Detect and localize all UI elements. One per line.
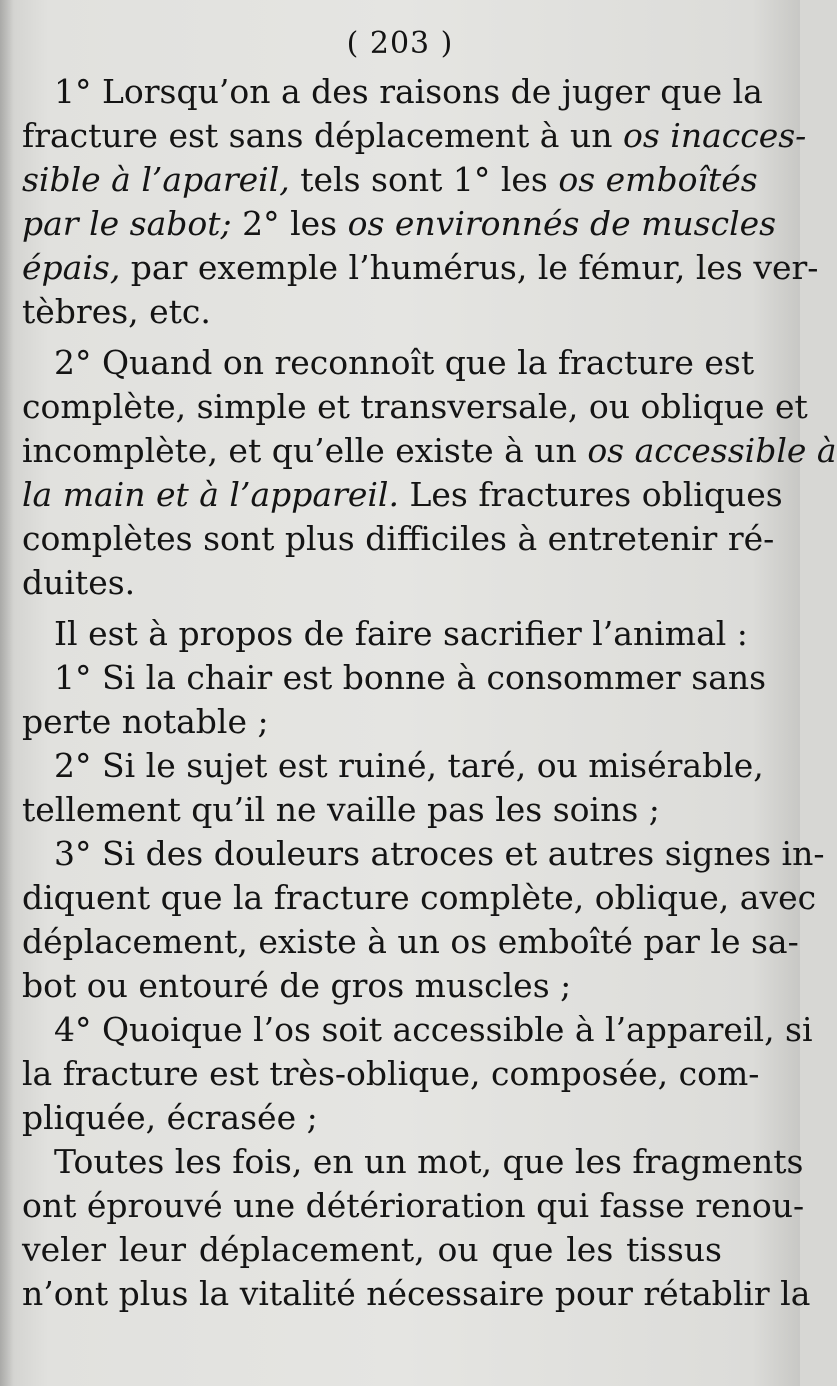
italic-text: sible à l’apareil, [22, 160, 290, 199]
text-line [22, 876, 817, 920]
roman-text: pliquée, écrasée ; [22, 1098, 318, 1137]
italic-text: par le sabot; [22, 204, 232, 243]
italic-text: la main et à l’appareil. [22, 475, 399, 514]
text-line [22, 561, 722, 605]
roman-text: incomplète, et qu’elle existe à un [22, 431, 588, 470]
roman-text: 4° Quoique l’os soit accessible à l’appareil, si [54, 1010, 813, 1049]
text-line [22, 202, 777, 246]
roman-text: complète, simple et transversale, ou oblique et [22, 387, 808, 426]
text-line [22, 1140, 804, 1184]
roman-text: tellement qu’il ne vaille pas les soins ; [22, 790, 660, 829]
italic-text: os emboîtés [558, 160, 758, 199]
roman-text: par exemple l’humérus, le fémur, les ver- [120, 248, 819, 287]
italic-text: os accessible à [587, 431, 837, 470]
roman-text: 3° Si des douleurs atroces et autres signes in- [54, 834, 825, 873]
roman-text: tels sont 1° les [289, 160, 559, 199]
text-line [22, 788, 722, 832]
text-line [22, 246, 819, 290]
roman-text: veler leur déplacement, ou que les tissus [22, 1230, 722, 1269]
text-line [22, 656, 767, 700]
roman-text: n’ont plus la vitalité nécessaire pour rétablir la [22, 1274, 811, 1313]
roman-text: fracture est sans déplacement à un [22, 116, 623, 155]
text-line [22, 70, 763, 114]
roman-text: Toutes les fois, en un mot, que les fragments [54, 1142, 804, 1181]
roman-text: bot ou entouré de gros muscles ; [22, 966, 572, 1005]
text-line [22, 158, 758, 202]
italic-text: os environnés de muscles [347, 204, 777, 243]
roman-text: la fracture est très-oblique, composée, com- [22, 1054, 760, 1093]
text-line [22, 429, 837, 473]
roman-text: complètes sont plus difficiles à entretenir ré- [22, 519, 775, 558]
text-line [22, 341, 755, 385]
text-line [22, 1272, 811, 1316]
roman-text: duites. [22, 563, 136, 602]
roman-text: diquent que la fracture complète, oblique, avec [22, 878, 817, 917]
roman-text: Les fractures obliques [398, 475, 783, 514]
page-gutter-shadow [0, 0, 14, 1386]
text-line [22, 517, 775, 561]
text-line [22, 700, 722, 744]
text-line [22, 473, 783, 517]
text-line [22, 832, 825, 876]
text-line [22, 920, 799, 964]
text-line [22, 114, 807, 158]
roman-text: 1° Si la chair est bonne à consommer sans [54, 658, 767, 697]
roman-text: ont éprouvé une détérioration qui fasse renou- [22, 1186, 805, 1225]
italic-text: épais, [22, 248, 121, 287]
text-line [22, 1008, 813, 1052]
text-line [22, 964, 722, 1008]
roman-text: 2° les [231, 204, 348, 243]
text-line [22, 1096, 722, 1140]
roman-text: Il est à propos de faire sacrifier l’animal : [54, 614, 748, 653]
page-text [22, 70, 837, 1316]
roman-text: 2° Si le sujet est ruiné, taré, ou misérable, [54, 746, 764, 785]
roman-text: 1° Lorsqu’on a des raisons de juger que la [54, 72, 763, 111]
italic-text: os inacces- [622, 116, 807, 155]
page-number: ( 203 ) [346, 26, 454, 61]
roman-text: perte notable ; [22, 702, 269, 741]
text-line [22, 612, 748, 656]
text-line [22, 1184, 805, 1228]
text-line [22, 290, 722, 334]
text-line [22, 1052, 760, 1096]
roman-text: déplacement, existe à un os emboîté par le sa- [22, 922, 799, 961]
text-line [22, 385, 808, 429]
text-line [22, 1228, 722, 1272]
roman-text: 2° Quand on reconnoît que la fracture est [54, 343, 755, 382]
roman-text: tèbres, etc. [22, 292, 211, 331]
text-line [22, 744, 764, 788]
